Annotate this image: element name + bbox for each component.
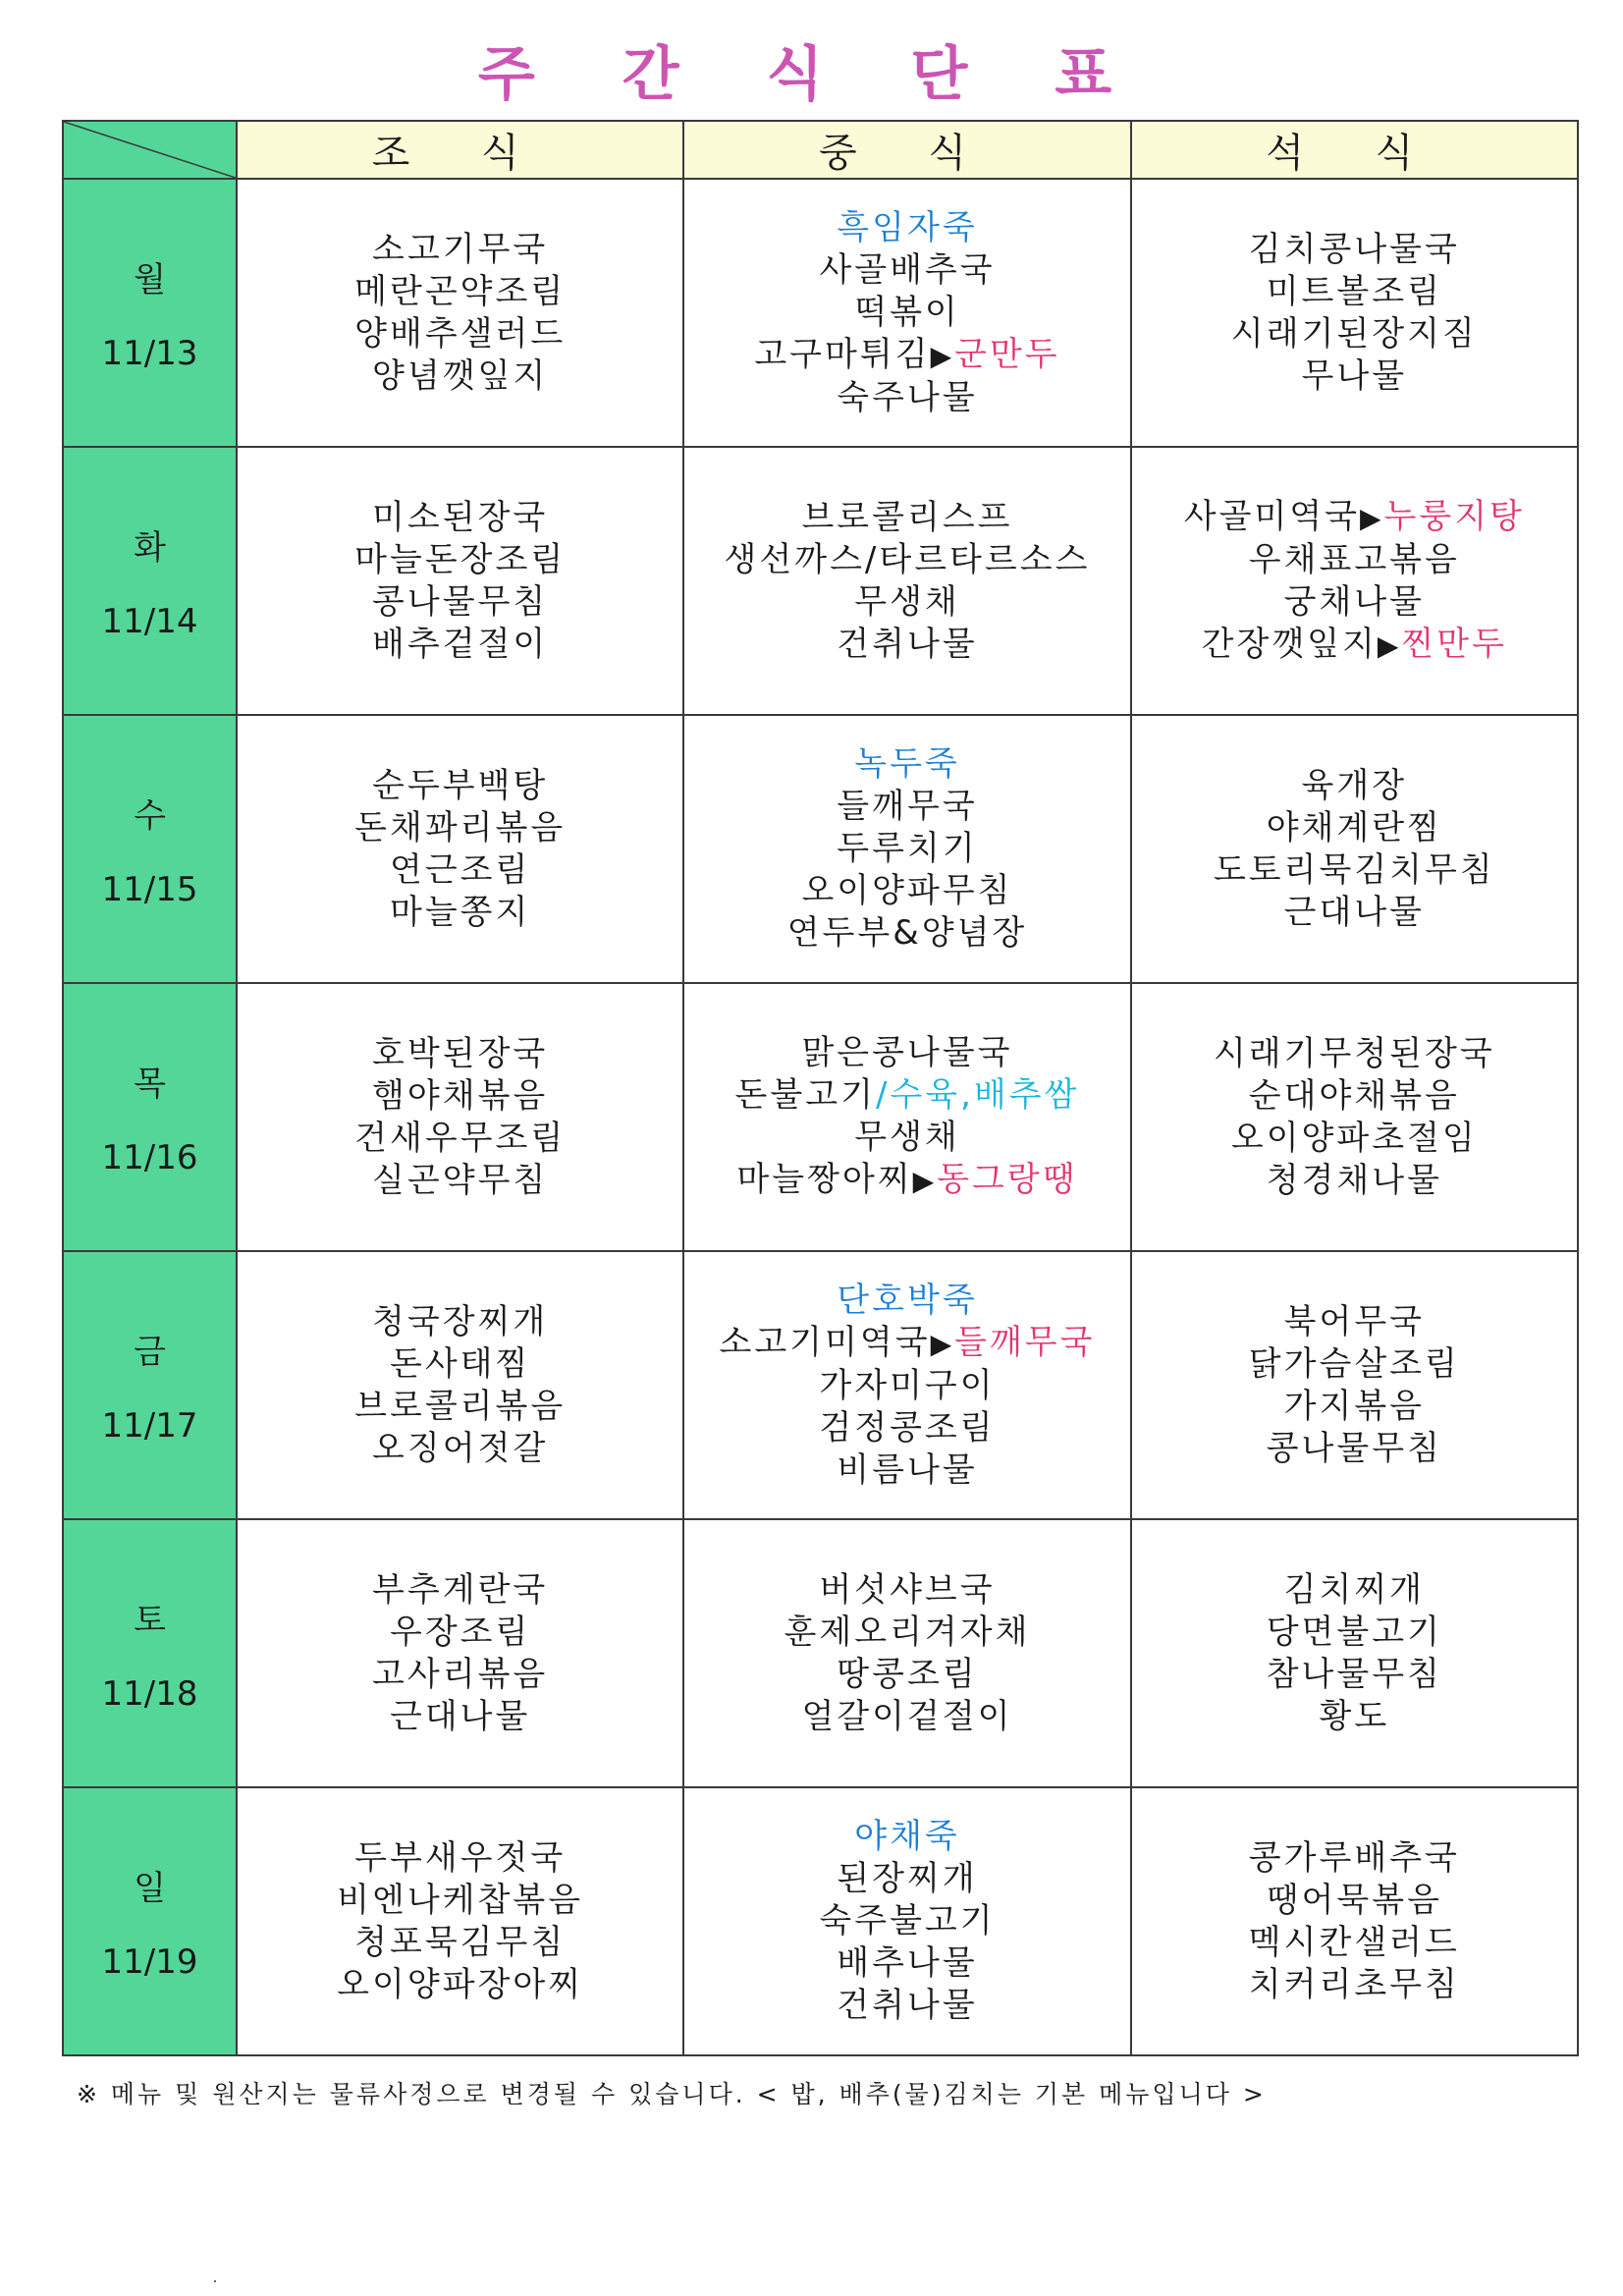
dinner-cell bbox=[1131, 1519, 1578, 1787]
day-row bbox=[63, 1787, 1578, 2055]
menu-item bbox=[1132, 849, 1577, 892]
weekly-menu-table bbox=[62, 120, 1579, 2056]
arrow-icon: ▶ bbox=[912, 1165, 938, 1197]
menu-item-text: 들깨무국 bbox=[954, 1322, 1096, 1362]
menu-item-text: 버섯샤브국 bbox=[819, 1569, 996, 1610]
breakfast-cell bbox=[237, 179, 683, 447]
header-dinner: 석 식 bbox=[1131, 121, 1578, 179]
menu-item bbox=[1132, 1033, 1577, 1075]
menu-item bbox=[684, 1117, 1129, 1159]
dinner-cell bbox=[1131, 1787, 1578, 2055]
menu-item-text: 우채표고볶음 bbox=[1248, 539, 1460, 579]
menu-item bbox=[684, 1407, 1129, 1449]
arrow-icon: ▶ bbox=[930, 339, 955, 372]
menu-item-text: 양념깻잎지 bbox=[372, 355, 549, 396]
menu-item bbox=[1132, 1075, 1577, 1118]
breakfast-cell bbox=[237, 983, 683, 1251]
menu-item-text: 실곤약무침 bbox=[372, 1160, 549, 1200]
menu-item-text: 황도 bbox=[1319, 1696, 1390, 1736]
corner-cell bbox=[63, 121, 237, 179]
menu-item-text: 들깨무국 bbox=[837, 787, 978, 826]
day-date: 11/18 bbox=[101, 1674, 198, 1714]
menu-item-text: 브로콜리볶음 bbox=[354, 1386, 567, 1426]
menu-item bbox=[1132, 271, 1577, 313]
menu-item bbox=[684, 1159, 1129, 1202]
menu-item-text: 사골미역국 bbox=[1183, 496, 1360, 536]
breakfast-cell bbox=[237, 1251, 683, 1519]
header-lunch: 중 식 bbox=[683, 121, 1130, 179]
menu-item bbox=[238, 1964, 682, 2006]
breakfast-cell bbox=[237, 715, 683, 983]
menu-item-text: 단호박죽 bbox=[837, 1280, 978, 1320]
arrow-icon: ▶ bbox=[1377, 629, 1402, 662]
menu-item-text: 비엔나케찹볶음 bbox=[337, 1880, 584, 1920]
menu-item-text: 가지볶음 bbox=[1283, 1386, 1426, 1426]
menu-item-text: 사골배추국 bbox=[819, 249, 996, 290]
menu-item bbox=[1132, 892, 1577, 934]
day-cell bbox=[63, 1519, 237, 1787]
menu-item-text: 김치찌개 bbox=[1283, 1569, 1426, 1610]
menu-item bbox=[684, 870, 1129, 912]
lunch-cell bbox=[683, 1519, 1130, 1787]
menu-item-text: 야채죽 bbox=[854, 1817, 960, 1856]
menu-item bbox=[1132, 1301, 1577, 1343]
lunch-cell bbox=[683, 1787, 1130, 2055]
day-name: 일 bbox=[134, 1869, 166, 1908]
menu-item bbox=[684, 1816, 1129, 1858]
breakfast-cell bbox=[237, 447, 683, 715]
menu-item-text: 청경채나물 bbox=[1266, 1160, 1442, 1200]
menu-item-text: 마늘짱아찌 bbox=[736, 1160, 913, 1199]
menu-item-text: 돈채꽈리볶음 bbox=[354, 807, 567, 847]
day-row bbox=[63, 1251, 1578, 1519]
arrow-icon: ▶ bbox=[930, 1327, 955, 1360]
menu-item-text: 숙주불고기 bbox=[819, 1901, 996, 1941]
menu-item-text: 시래기된장지짐 bbox=[1230, 313, 1478, 354]
menu-item-text: 맑은콩나물국 bbox=[801, 1033, 1013, 1072]
menu-item-text: 마늘쫑지 bbox=[389, 892, 531, 932]
menu-item-text: 북어무국 bbox=[1283, 1301, 1426, 1341]
dinner-cell bbox=[1131, 447, 1578, 715]
menu-item bbox=[684, 1942, 1129, 1985]
menu-item-text: 콩나물무침 bbox=[1266, 1428, 1442, 1468]
menu-item bbox=[238, 1386, 682, 1428]
menu-item bbox=[238, 581, 682, 624]
menu-item-text: 땅콩조림 bbox=[837, 1654, 978, 1694]
menu-item-text: 배추나물 bbox=[837, 1943, 978, 1983]
menu-item-text: 햄야채볶음 bbox=[372, 1075, 549, 1116]
day-cell bbox=[63, 1251, 237, 1519]
menu-item-text: 고사리볶음 bbox=[372, 1654, 549, 1694]
menu-item-text: 건취나물 bbox=[837, 624, 978, 664]
menu-item-text: 녹두죽 bbox=[854, 744, 960, 784]
menu-item-text: 도토리묵김치무침 bbox=[1213, 849, 1495, 890]
menu-item bbox=[1132, 1880, 1577, 1922]
menu-item bbox=[238, 1033, 682, 1075]
menu-item bbox=[684, 1032, 1129, 1074]
menu-item-text: 동그랑땡 bbox=[937, 1160, 1078, 1199]
menu-item bbox=[1132, 1118, 1577, 1160]
menu-item-text: 무생채 bbox=[854, 1118, 960, 1157]
menu-item bbox=[1132, 624, 1577, 667]
menu-item-text: 오이양파무침 bbox=[801, 871, 1013, 910]
menu-item-text: 돈불고기 bbox=[734, 1075, 876, 1115]
menu-item-text: 소고기미역국 bbox=[719, 1322, 931, 1362]
menu-item-text: 검정콩조림 bbox=[819, 1407, 996, 1448]
menu-item-text: 미소된장국 bbox=[372, 497, 549, 537]
day-row bbox=[63, 179, 1578, 447]
menu-item-text: 육개장 bbox=[1301, 765, 1408, 805]
menu-item-text: 두부새우젓국 bbox=[354, 1837, 567, 1878]
menu-item bbox=[238, 497, 682, 539]
dinner-cell bbox=[1131, 715, 1578, 983]
menu-item bbox=[684, 786, 1129, 828]
menu-item bbox=[238, 1837, 682, 1880]
arrow-icon: ▶ bbox=[1359, 501, 1384, 534]
menu-item-text: 근대나물 bbox=[389, 1696, 531, 1736]
menu-item-text: 미트볼조림 bbox=[1266, 271, 1442, 311]
menu-item-text: 돈사태찜 bbox=[389, 1343, 531, 1384]
menu-item-text: 간장깻잎지 bbox=[1201, 624, 1378, 664]
menu-item bbox=[1132, 1696, 1577, 1738]
menu-item-text: 오이양파초절임 bbox=[1230, 1118, 1478, 1158]
day-row bbox=[63, 983, 1578, 1251]
menu-item bbox=[684, 207, 1129, 249]
menu-item-text: 치커리초무침 bbox=[1248, 1964, 1460, 2004]
menu-item bbox=[238, 892, 682, 934]
menu-item-text: 무나물 bbox=[1301, 355, 1408, 396]
menu-item-text: 우장조림 bbox=[389, 1612, 531, 1652]
menu-item bbox=[1132, 581, 1577, 624]
menu-item bbox=[1132, 1428, 1577, 1470]
day-cell bbox=[63, 179, 237, 447]
menu-item bbox=[238, 355, 682, 398]
dinner-cell bbox=[1131, 1251, 1578, 1519]
day-cell bbox=[63, 983, 237, 1251]
menu-item-text: 무생채 bbox=[854, 581, 960, 622]
menu-item-text: 양배추샐러드 bbox=[354, 313, 567, 354]
menu-item-text: 청포묵김무침 bbox=[354, 1922, 567, 1962]
menu-item-text: 시래기무청된장국 bbox=[1213, 1033, 1495, 1073]
menu-item bbox=[1132, 539, 1577, 581]
menu-item-text: 비름나물 bbox=[837, 1449, 978, 1490]
menu-item-text: 멕시칸샐러드 bbox=[1248, 1922, 1460, 1962]
menu-item bbox=[1132, 355, 1577, 398]
menu-item-text: 가자미구이 bbox=[819, 1365, 996, 1405]
menu-item-text: 호박된장국 bbox=[372, 1033, 549, 1073]
menu-item-text: 소고기무국 bbox=[372, 229, 549, 269]
day-date: 11/19 bbox=[101, 1942, 198, 1982]
menu-item bbox=[684, 624, 1129, 666]
day-name: 목 bbox=[134, 1065, 166, 1104]
menu-item bbox=[238, 539, 682, 581]
menu-item bbox=[684, 1900, 1129, 1942]
menu-item-text: 된장찌개 bbox=[837, 1859, 978, 1898]
menu-item bbox=[238, 1428, 682, 1470]
day-name: 수 bbox=[134, 796, 166, 836]
page-title: 주 간 식 단 표 bbox=[477, 40, 1146, 109]
menu-item bbox=[684, 828, 1129, 870]
menu-item-text: 부추계란국 bbox=[372, 1569, 549, 1610]
day-row bbox=[63, 1519, 1578, 1787]
menu-item bbox=[238, 1612, 682, 1654]
menu-item bbox=[1132, 1612, 1577, 1654]
day-name: 토 bbox=[134, 1601, 166, 1640]
menu-item bbox=[1132, 1343, 1577, 1386]
breakfast-cell bbox=[237, 1519, 683, 1787]
menu-item-text: 누룽지탕 bbox=[1383, 496, 1525, 536]
lunch-cell bbox=[683, 179, 1130, 447]
menu-item bbox=[238, 624, 682, 666]
menu-item bbox=[238, 1160, 682, 1202]
menu-item-text: 오징어젓갈 bbox=[372, 1428, 549, 1468]
menu-item bbox=[238, 1569, 682, 1612]
day-name: 월 bbox=[134, 260, 166, 300]
menu-item-text: 메란곤약조림 bbox=[354, 271, 567, 311]
breakfast-cell bbox=[237, 1787, 683, 2055]
header-breakfast: 조 식 bbox=[237, 121, 683, 179]
menu-item-text: 두루치기 bbox=[837, 829, 978, 868]
menu-item bbox=[1132, 496, 1577, 539]
menu-item-text: 찐만두 bbox=[1401, 624, 1507, 664]
day-cell bbox=[63, 1787, 237, 2055]
menu-item bbox=[238, 1118, 682, 1160]
menu-item bbox=[684, 1280, 1129, 1322]
menu-item bbox=[238, 271, 682, 313]
menu-item-text: 궁채나물 bbox=[1283, 581, 1426, 622]
menu-item-text: 떡볶이 bbox=[854, 292, 960, 332]
menu-item bbox=[238, 1654, 682, 1696]
menu-item bbox=[238, 229, 682, 271]
menu-item bbox=[684, 334, 1129, 377]
header-row bbox=[63, 121, 1578, 179]
menu-item-text: 참나물무침 bbox=[1266, 1654, 1442, 1694]
lunch-cell bbox=[683, 1251, 1130, 1519]
day-date: 11/16 bbox=[101, 1138, 198, 1177]
menu-item bbox=[1132, 1569, 1577, 1612]
menu-item bbox=[238, 1075, 682, 1118]
menu-item-text: 당면불고기 bbox=[1266, 1612, 1442, 1652]
menu-item bbox=[238, 849, 682, 892]
menu-item bbox=[1132, 765, 1577, 807]
menu-item-text: 연두부&양념장 bbox=[786, 913, 1028, 953]
day-row bbox=[63, 447, 1578, 715]
menu-item-text: 콩나물무침 bbox=[372, 581, 549, 622]
menu-item-text: 순두부백탕 bbox=[372, 765, 549, 805]
menu-item bbox=[238, 1301, 682, 1343]
menu-item bbox=[684, 1365, 1129, 1407]
menu-item-text: 고구마튀김 bbox=[754, 334, 931, 374]
dinner-cell bbox=[1131, 179, 1578, 447]
menu-item-text: 군만두 bbox=[954, 334, 1060, 374]
day-cell bbox=[63, 447, 237, 715]
day-date: 11/13 bbox=[101, 334, 198, 373]
menu-item bbox=[684, 1074, 1129, 1117]
lunch-cell bbox=[683, 715, 1130, 983]
menu-item bbox=[684, 249, 1129, 292]
menu-item-text: 브로콜리스프 bbox=[801, 497, 1013, 537]
diagonal-line-icon bbox=[64, 122, 236, 178]
menu-item bbox=[1132, 1922, 1577, 1964]
menu-item bbox=[684, 581, 1129, 624]
menu-item-text: 청국장찌개 bbox=[372, 1301, 549, 1341]
menu-item bbox=[1132, 1160, 1577, 1202]
menu-item-text: 배추겉절이 bbox=[372, 624, 549, 664]
menu-item bbox=[238, 1343, 682, 1386]
lunch-cell bbox=[683, 447, 1130, 715]
menu-item bbox=[684, 1322, 1129, 1365]
menu-item bbox=[684, 1654, 1129, 1696]
menu-item-text: 근대나물 bbox=[1283, 892, 1426, 932]
menu-item-text: /수육,배추쌈 bbox=[875, 1075, 1080, 1115]
menu-item-text: 순대야채볶음 bbox=[1248, 1075, 1460, 1116]
menu-item-text: 숙주나물 bbox=[837, 377, 978, 417]
menu-item-text: 김치콩나물국 bbox=[1248, 229, 1460, 269]
day-name: 금 bbox=[134, 1333, 166, 1372]
menu-item bbox=[684, 377, 1129, 419]
menu-item-text: 땡어묵볶음 bbox=[1266, 1880, 1442, 1920]
menu-item-text: 얼갈이겉절이 bbox=[801, 1696, 1013, 1736]
menu-item-text: 콩가루배추국 bbox=[1248, 1837, 1460, 1878]
menu-item bbox=[1132, 229, 1577, 271]
day-cell bbox=[63, 715, 237, 983]
menu-item bbox=[1132, 1837, 1577, 1880]
footnote: ※ 메뉴 및 원산지는 물류사정으로 변경될 수 있습니다. < 밥, 배추(물)김치는 기본 메뉴입니다 > bbox=[77, 2080, 1267, 2108]
menu-item-text: 닭가슴살조림 bbox=[1248, 1343, 1460, 1384]
menu-item bbox=[684, 1569, 1129, 1612]
day-date: 11/17 bbox=[101, 1406, 198, 1446]
menu-item bbox=[684, 497, 1129, 539]
menu-item bbox=[684, 743, 1129, 786]
menu-item bbox=[238, 1880, 682, 1922]
menu-item bbox=[684, 1449, 1129, 1492]
menu-item bbox=[238, 1922, 682, 1964]
menu-item-text: 오이양파장아찌 bbox=[337, 1964, 584, 2004]
menu-item bbox=[1132, 807, 1577, 849]
stray-dot bbox=[214, 2280, 216, 2282]
day-row bbox=[63, 715, 1578, 983]
menu-item bbox=[1132, 1386, 1577, 1428]
menu-item-text: 건취나물 bbox=[837, 1986, 978, 2025]
menu-item bbox=[684, 1985, 1129, 2027]
lunch-cell bbox=[683, 983, 1130, 1251]
menu-item bbox=[684, 1612, 1129, 1654]
day-date: 11/14 bbox=[101, 602, 198, 641]
menu-item bbox=[1132, 313, 1577, 355]
menu-item bbox=[238, 807, 682, 849]
menu-item bbox=[684, 292, 1129, 334]
menu-item-text: 흑임자죽 bbox=[837, 207, 978, 247]
menu-item bbox=[238, 313, 682, 355]
menu-item-text: 생선까스/타르타르소스 bbox=[724, 539, 1091, 579]
menu-item-text: 건새우무조림 bbox=[354, 1118, 567, 1158]
menu-item bbox=[1132, 1964, 1577, 2006]
menu-item bbox=[238, 765, 682, 807]
dinner-cell bbox=[1131, 983, 1578, 1251]
menu-item bbox=[684, 912, 1129, 955]
menu-item bbox=[684, 1858, 1129, 1900]
day-date: 11/15 bbox=[101, 870, 198, 909]
day-name: 화 bbox=[134, 528, 166, 568]
menu-item-text: 야채계란찜 bbox=[1266, 807, 1442, 847]
menu-body bbox=[63, 179, 1578, 2055]
menu-item bbox=[1132, 1654, 1577, 1696]
menu-item-text: 연근조림 bbox=[389, 849, 531, 890]
menu-item-text: 훈제오리겨자채 bbox=[784, 1612, 1031, 1652]
menu-item bbox=[238, 1696, 682, 1738]
menu-item-text: 마늘돈장조림 bbox=[354, 539, 567, 579]
menu-item bbox=[684, 1696, 1129, 1738]
menu-item bbox=[684, 539, 1129, 581]
